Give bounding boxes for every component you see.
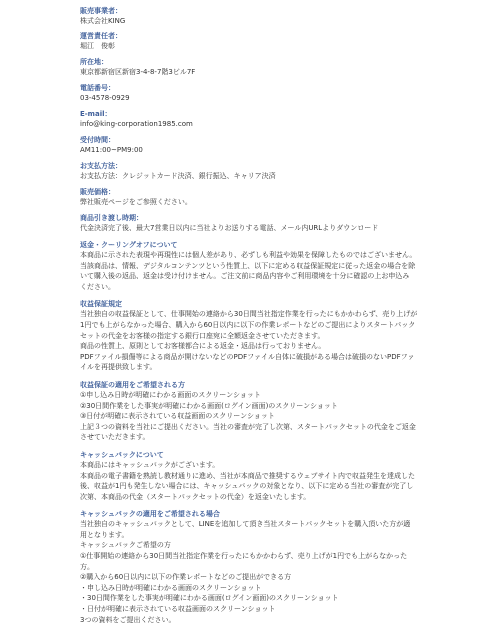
guarantee-label: 収益保証規定 (80, 300, 122, 309)
cashback-apply-line: ①仕事開始の連絡から30日間当社指定作業を行ったにもかかわらず、売り上げが1円でも上がらなかった (80, 552, 408, 561)
guarantee-apply-line: ②30日間作業をした事実が明確にわかる画面(ログイン画面)のスクリーンショット (80, 401, 338, 410)
cashback-apply-section (80, 509, 500, 625)
hours-section (80, 135, 500, 155)
price-label: 販売価格： (80, 188, 115, 196)
email-value[interactable]: info@king-corporation1985.com (80, 120, 193, 128)
phone-section (80, 83, 500, 103)
payment-section (80, 161, 500, 181)
guarantee-line: 当社独自の収益保証として、仕事開始の連絡から30日間当社指定作業を行ったにもかかわらず、売り上げが (80, 310, 418, 319)
address-value: 東京都新宿区新宿3-4-8-7階3ビル7F (80, 68, 196, 76)
address-section (80, 57, 500, 77)
guarantee-line: イルを再提供致します。 (80, 363, 157, 372)
refund-label: 返金・クーリングオフについて (80, 241, 178, 249)
cashback-section (80, 450, 500, 502)
cashback-apply-line: 方。 (80, 562, 94, 571)
cashback-apply-line: ・日付が明確に表示されている収益画面のスクリーンショット (80, 605, 276, 614)
seller-value: 株式会社KING (80, 17, 126, 25)
refund-line: 当該商品は、情報、デジタルコンテンツという性質上、以下に定める収益保証規定に従った返金の場合を除 (80, 261, 416, 270)
guarantee-apply-line: させていただきます。 (80, 433, 150, 442)
guarantee-line: 商品の性質上、原則としてお客様都合による返金・返品は行っておりません。 (80, 342, 326, 351)
guarantee-line: PDFファイル損傷等による商品が開けないなどのPDFファイル自体に破損がある場合は破損のないPDFファ (80, 352, 415, 361)
price-section (80, 187, 500, 207)
manager-section (80, 31, 500, 51)
phone-label: 電話番号： (80, 84, 115, 92)
refund-line: いて購入後の返品、返金は受け付けません。ご注文前に商品内容やご利用環境を十分に確認の上お申込み (80, 272, 410, 281)
cashback-apply-line: ・申し込み日時が明確にわかる画面のスクリーンショット (80, 583, 262, 592)
address-label: 所在地： (80, 58, 108, 66)
cashback-line: 次第、本商品の代金（スタートパックセットの代金）を返金いたします。 (80, 492, 311, 501)
seller-section (80, 6, 500, 26)
cashback-line: 本商品の電子書籍を熟読し教材通りに進め、当社が本商品で推奨するウェブサイト内で収益発生を達成した (80, 471, 415, 480)
email-label: E-mail： (80, 110, 112, 118)
seller-label: 販売事業者： (80, 7, 122, 15)
cashback-line: 本商品にはキャッシュバックがございます。 (80, 460, 220, 469)
hours-label: 受付時間： (80, 136, 115, 144)
manager-value: 堀江 俊彰 (80, 42, 115, 50)
cashback-apply-line: キャッシュバックご希望の方 (80, 541, 171, 550)
cashback-apply-line: 用となります。 (80, 530, 129, 539)
guarantee-apply-line: ③日付が明確に表示されている収益画面のスクリーンショット (80, 412, 275, 421)
cashback-apply-line: 3つの資料をご提出ください。 (80, 615, 176, 624)
delivery-label: 商品引き渡し時期： (80, 214, 143, 222)
guarantee-apply-label: 収益保証の適用をご希望される方 (80, 380, 185, 389)
guarantee-apply-line: ①申し込み日時が明確にわかる画面のスクリーンショット (80, 390, 261, 399)
delivery-section (80, 213, 500, 233)
delivery-value: 代金決済完了後、最大7営業日以内に当社よりお送りする電話、メール内URLよりダウンロード (80, 224, 379, 232)
hours-value: AM11:00~PM9:00 (80, 146, 143, 154)
guarantee-line: 1円でも上がらなかった場合、購入から60日以内に以下の作業レポートなどのご提出によりスタートパック (80, 320, 416, 329)
payment-label: お支払方法： (80, 162, 122, 170)
cashback-apply-line: ②購入から60日以内に以下の作業レポートなどのご提出ができる方 (80, 573, 292, 582)
cashback-label: キャッシュバックについて (80, 450, 164, 459)
refund-line: ください。 (80, 282, 115, 291)
refund-section (80, 240, 500, 292)
cashback-line: 後、収益が1円も発生しない場合には、キャッシュバックの対象となり、以下に定める当社の審査が完了し (80, 482, 414, 491)
cashback-apply-line: ・30日間作業をした事実が明確にわかる画面(ログイン画面)のスクリーンショット (80, 594, 339, 603)
phone-value: 03-4578-0929 (80, 94, 130, 102)
price-value: 弊社販売ページをご参照ください。 (80, 198, 192, 206)
cashback-apply-line: 当社独自のキャッシュバックとして、LINEを追加して頂き当社スタートパックセットを購入頂いた方が適 (80, 520, 411, 529)
guarantee-line: セットの代金をお客様の指定する銀行口座宛に全額返金させていただきます。 (80, 331, 325, 340)
guarantee-section (80, 299, 500, 373)
cashback-apply-label: キャッシュバックの適用をご希望される場合 (80, 510, 220, 519)
manager-label: 運営責任者： (80, 32, 122, 40)
guarantee-apply-section (80, 380, 500, 443)
email-section (80, 109, 500, 129)
payment-value: お支払方法：クレジットカード決済、銀行振込、キャリア決済 (80, 172, 276, 180)
refund-line: 本商品に示された表現や再現性には個人差があり、必ずしも利益や効果を保障したものではございません。 (80, 251, 417, 259)
guarantee-apply-line: 上記３つの資料を当社にご提出ください。当社の審査が完了し次第、スタートパックセットの代金をご返金 (80, 422, 416, 431)
